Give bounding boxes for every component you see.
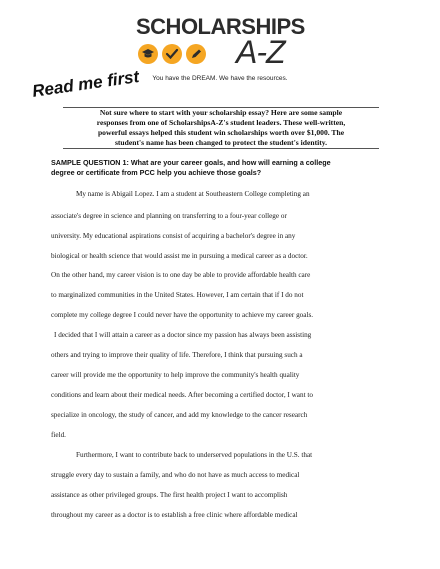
body-line: throughout my career as a doctor is to establish a free clinic where affordable medical	[51, 511, 298, 519]
body-line: I decided that I will attain a career as a doctor since my passion has always been assisting	[54, 331, 312, 339]
mortarboard-icon	[138, 44, 158, 64]
tagline: You have the DREAM. We have the resources.	[152, 75, 288, 82]
intro-line: student's name has been changed to protect the student's identity.	[114, 138, 328, 147]
checkmark-icon	[162, 44, 182, 64]
body-line: career will provide me the opportunity to help improve the community's health quality	[51, 371, 300, 379]
body-line: others and trying to improve their quality of life. Therefore, I think that pursuing such a	[51, 351, 303, 359]
question-line: SAMPLE QUESTION 1: What are your career goals, and how will earning a college	[51, 158, 331, 167]
logo-icons	[138, 44, 206, 64]
body-line: to marginalized communities in the United States. However, I am certain that if I do not	[51, 291, 304, 299]
body-line: My name is Abigail Lopez. I am a student at Southeastern College completing an	[76, 190, 310, 198]
intro-note	[63, 107, 379, 149]
body-line: biological or health science that would assist me in pursuing a medical career as a doctor.	[51, 252, 308, 260]
intro-line: Not sure where to start with your scholarship essay? Here are some sample	[99, 108, 343, 117]
body-line: On the other hand, my career vision is to one day be able to provide affordable health care	[51, 271, 311, 279]
body-line: specialize in oncology, the study of cancer, and add my knowledge to the cancer research	[51, 411, 308, 419]
logo-az: A-Z	[236, 34, 285, 70]
body-line: associate's degree in science and planning on transferring to a four-year college or	[51, 212, 287, 220]
intro-line: responses from one of ScholarshipsA-Z's student leaders. These well-written,	[96, 118, 346, 127]
body-line: complete my college degree I could never have the opportunity to achieve my career goals.	[51, 311, 314, 319]
body-line: field.	[51, 431, 66, 439]
body-line: conditions and learn about their medical needs. After becoming a certified doctor, I want to	[51, 391, 313, 399]
body-line: Furthermore, I want to contribute back to underserved populations in the U.S. that	[76, 451, 313, 459]
logo-wordmark: SCHOLARSHIPS	[136, 14, 305, 39]
sample-question	[51, 158, 391, 178]
question-line: degree or certificate from PCC help you achieve those goals?	[51, 168, 262, 177]
pen-icon	[186, 44, 206, 64]
scholarships-az-logo	[136, 14, 306, 70]
read-me-first-heading: Read me first	[31, 67, 141, 101]
body-line: assistance as other privileged groups. The first health project I want to accomplish	[51, 491, 288, 499]
body-line: university. My educational aspirations consist of acquiring a bachelor's degree in any	[51, 232, 296, 240]
intro-line: powerful essays helped this student win scholarships worth over $1,000. The	[97, 128, 345, 137]
body-line: struggle every day to sustain a family, and who do not have as much access to medical	[51, 471, 300, 479]
